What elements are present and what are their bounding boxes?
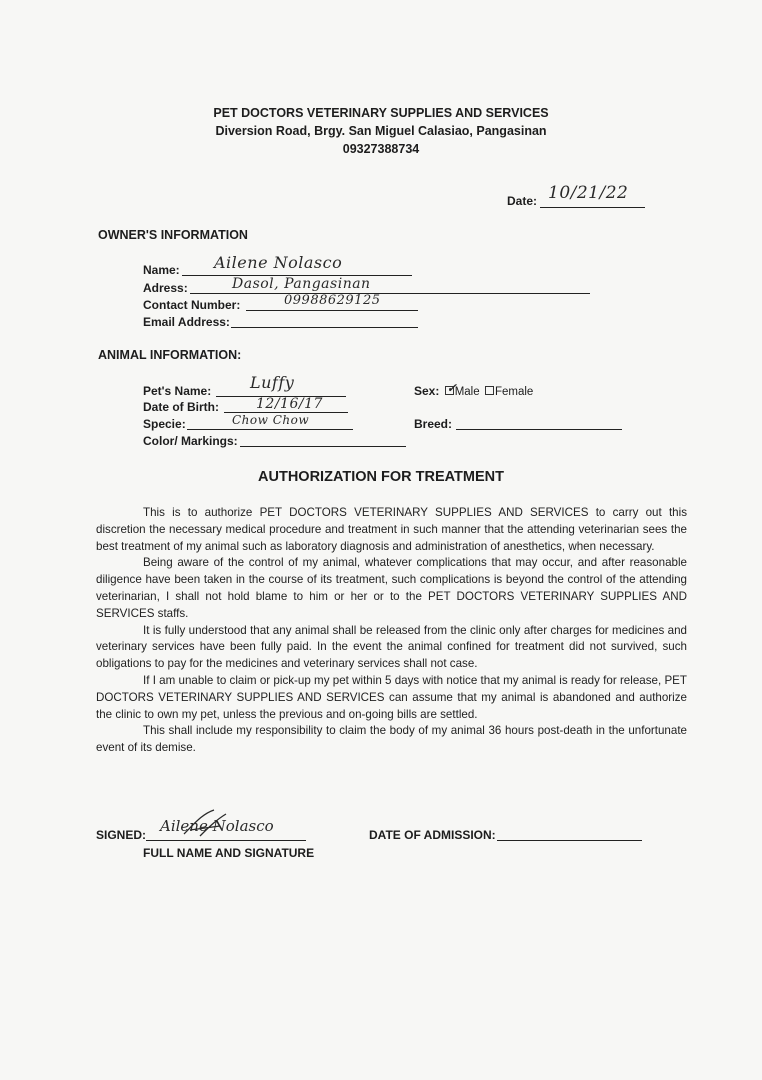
clinic-address: Diversion Road, Brgy. San Miguel Calasiao, Pangasinan <box>215 124 547 138</box>
owner-contact-label: Contact Number: <box>143 298 241 312</box>
signature-scribble-icon <box>180 806 230 840</box>
owner-email-line <box>231 327 418 328</box>
pet-name-value[interactable]: Luffy <box>250 373 295 392</box>
specie-label: Specie: <box>143 417 186 431</box>
admission-date-label: DATE OF ADMISSION: <box>369 828 496 842</box>
authorization-paragraph: This is to authorize PET DOCTORS VETERINARY SUPPLIES AND SERVICES to carry out this discretion the necessary medical procedure and treatment in such manner that the attending veterinarian sees the best treatment of my animal such as laboratory diagnosis and administration of anesthetics, when necessary. <box>96 506 687 553</box>
pet-name-label: Pet's Name: <box>143 384 212 398</box>
owner-address-line <box>190 293 590 294</box>
authorization-title: AUTHORIZATION FOR TREATMENT <box>258 469 504 485</box>
signature-caption: FULL NAME AND SIGNATURE <box>143 846 315 860</box>
owner-email-label: Email Address: <box>143 315 230 329</box>
owner-name-value[interactable]: Ailene Nolasco <box>214 253 343 272</box>
clinic-name: PET DOCTORS VETERINARY SUPPLIES AND SERVICES <box>213 106 549 120</box>
date-value[interactable]: 10/21/22 <box>548 183 629 203</box>
signed-label: SIGNED: <box>96 828 147 842</box>
sex-female-checkbox[interactable] <box>485 386 494 395</box>
admission-date-line <box>497 840 642 841</box>
authorization-body <box>96 505 687 757</box>
color-line <box>240 446 406 447</box>
signature-value[interactable]: Ailene Nolasco <box>160 817 274 835</box>
breed-line <box>456 429 622 430</box>
owner-address-value[interactable]: Dasol, Pangasinan <box>232 276 371 292</box>
dob-label: Date of Birth: <box>143 400 219 414</box>
breed-label: Breed: <box>414 417 453 431</box>
clinic-phone: 09327388734 <box>342 142 420 156</box>
owner-section-title: OWNER'S INFORMATION <box>98 228 248 242</box>
authorization-paragraph: This shall include my responsibility to claim the body of my animal 36 hours post-death in the unfortunate event of its demise. <box>96 724 687 755</box>
specie-line <box>187 429 353 430</box>
owner-address-label: Adress: <box>143 281 188 295</box>
owner-contact-value[interactable]: 09988629125 <box>284 293 381 308</box>
authorization-paragraph: It is fully understood that any animal shall be released from the clinic only after charges for medicines and veterinary services have been fully paid. In the event the animal confined for treatment did not survived, such obligations to pay for the medicines and veterinary services shall not case. <box>96 623 687 671</box>
specie-value[interactable]: Chow Chow <box>232 413 310 427</box>
date-line <box>540 207 645 208</box>
sex-field <box>414 381 534 398</box>
sex-female-option: Female <box>494 386 534 398</box>
dob-value[interactable]: 12/16/17 <box>256 396 323 412</box>
animal-section-title: ANIMAL INFORMATION: <box>98 348 242 362</box>
sex-label: Sex: <box>414 384 440 398</box>
color-label: Color/ Markings: <box>143 434 238 448</box>
signature-line <box>146 840 306 841</box>
authorization-paragraph: Being aware of the control of my animal, whatever complications that may occur, and after reasonable diligence have been taken in the course of its treatment, such complications is beyond the control of the attending veterinarian, I shall not hold blame to him or her or to the PET DOCTORS VETERINARY SUPPLIES AND SERVICES staffs. <box>96 556 687 620</box>
sex-male-checkbox[interactable] <box>445 381 457 395</box>
checkmark-icon: ✓ <box>446 381 457 395</box>
owner-contact-line <box>246 310 418 311</box>
sex-male-option: Male <box>454 386 480 398</box>
date-label: Date: <box>507 194 538 208</box>
authorization-paragraph: If I am unable to claim or pick-up my pet within 5 days with notice that my animal is ready for release, PET DOCTORS VETERINARY SUPPLIES AND SERVICES can assume that my animal is abandoned and authorize the clinic to own my pet, unless the previous and on-going bills are settled. <box>96 673 687 721</box>
owner-name-label: Name: <box>143 263 180 277</box>
